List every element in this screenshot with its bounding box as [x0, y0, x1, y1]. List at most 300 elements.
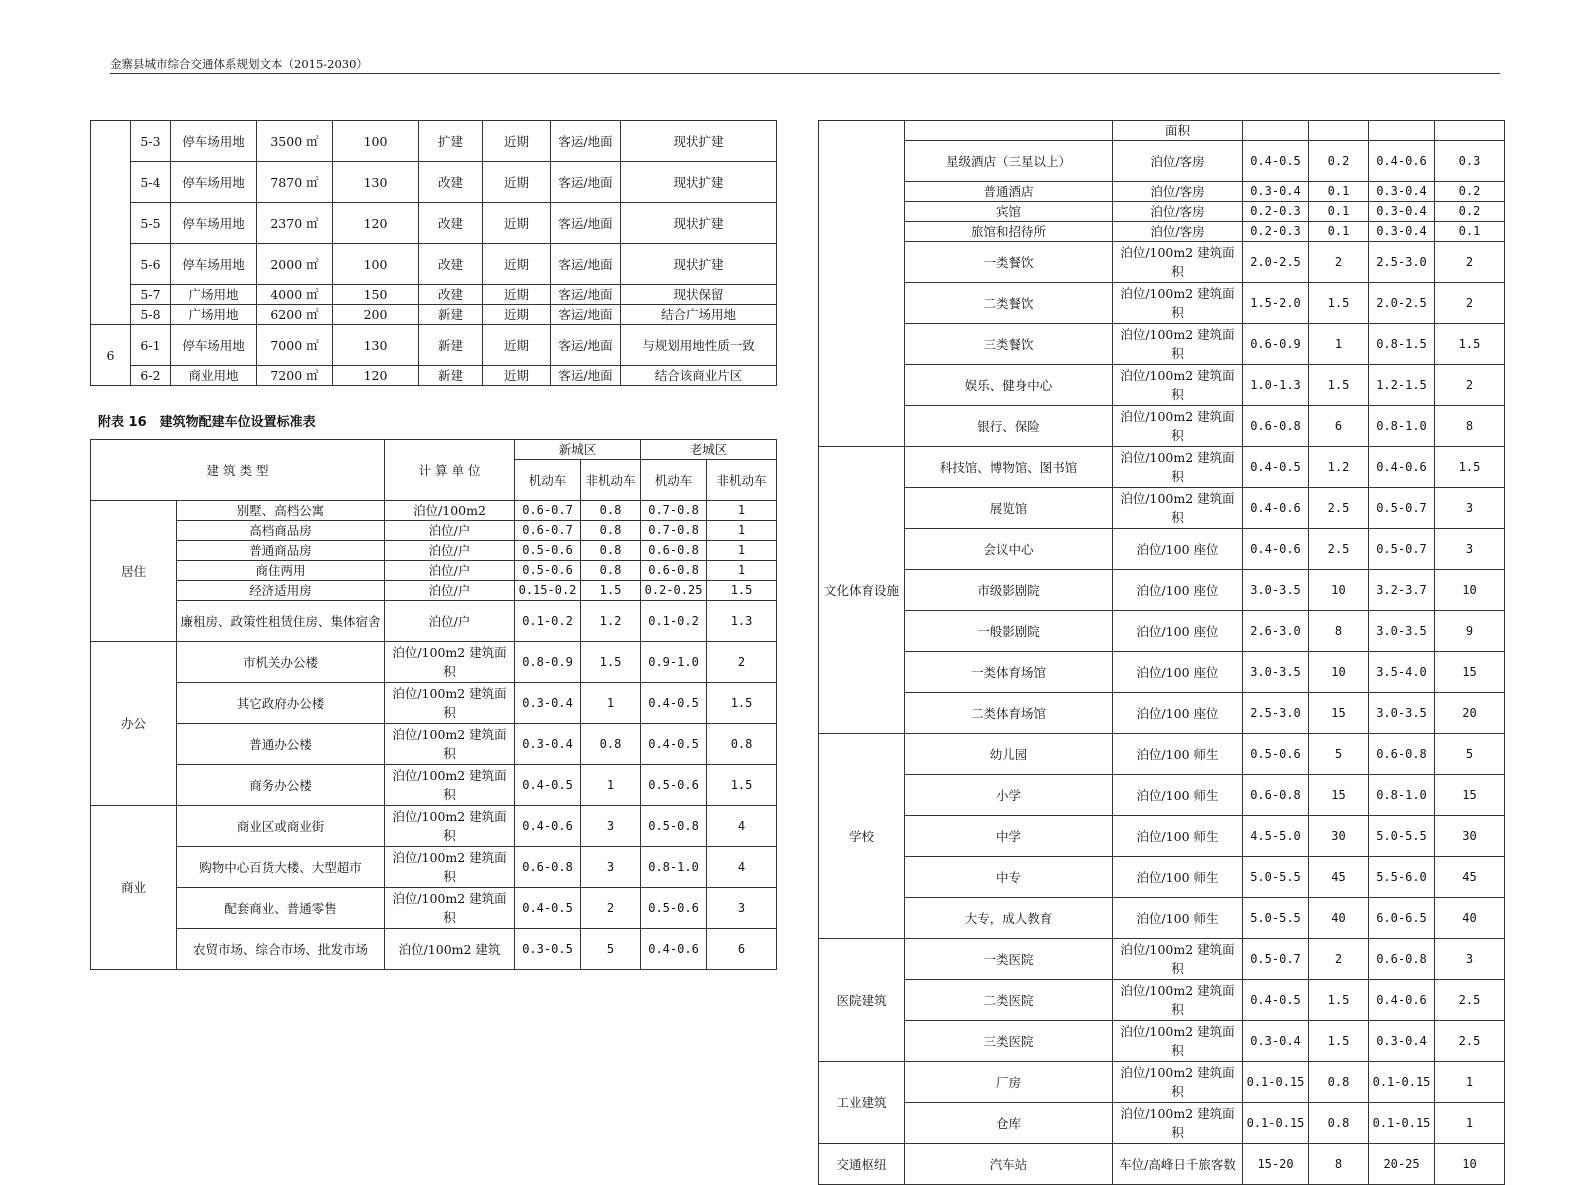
table-row — [91, 724, 777, 765]
old-nonmotor-value: 40 — [1435, 898, 1505, 939]
new-nonmotor-value: 0.1 — [1309, 202, 1369, 222]
site-id: 5-5 — [131, 203, 171, 244]
calc-unit: 泊位/100m2 建筑面积 — [1113, 1021, 1243, 1062]
table-caption: 附表 16 建筑物配建车位设置标准表 — [98, 415, 316, 430]
site-use: 客运/地面 — [551, 305, 621, 325]
new-motor-value: 0.15-0.2 — [515, 581, 581, 601]
old-nonmotor-value: 1.5 — [1435, 324, 1505, 365]
old-nonmotor-value: 20 — [1435, 693, 1505, 734]
parking-site-table — [90, 120, 777, 386]
table-row — [819, 857, 1505, 898]
table-row — [91, 121, 777, 162]
building-type: 娱乐、健身中心 — [905, 365, 1113, 406]
site-use: 客运/地面 — [551, 203, 621, 244]
site-note: 现状保留 — [621, 285, 777, 305]
site-type: 商业用地 — [171, 366, 257, 386]
table-row — [819, 693, 1505, 734]
table-row — [819, 816, 1505, 857]
site-capacity: 120 — [333, 203, 419, 244]
site-area: 2370 ㎡ — [257, 203, 333, 244]
new-motor-value: 0.4-0.5 — [1243, 980, 1309, 1021]
old-motor-value: 0.5-0.7 — [1369, 488, 1435, 529]
old-nonmotor-value: 0.3 — [1435, 141, 1505, 182]
old-nonmotor-value: 1.5 — [707, 765, 777, 806]
value-cell — [1243, 121, 1309, 141]
old-nonmotor-value: 1 — [707, 521, 777, 541]
new-nonmotor-value: 0.1 — [1309, 182, 1369, 202]
category-name: 学校 — [819, 734, 905, 939]
head-nonmotor-new: 非机动车 — [581, 460, 641, 501]
site-capacity: 100 — [333, 244, 419, 285]
old-nonmotor-value: 30 — [1435, 816, 1505, 857]
calc-unit: 泊位/100m2 建筑面积 — [385, 888, 515, 929]
old-motor-value: 0.5-0.6 — [641, 888, 707, 929]
building-type: 三类医院 — [905, 1021, 1113, 1062]
old-motor-value: 3.0-3.5 — [1369, 611, 1435, 652]
parking-standard-table — [90, 439, 777, 970]
old-nonmotor-value: 0.2 — [1435, 202, 1505, 222]
table-row — [91, 325, 777, 366]
building-type: 二类医院 — [905, 980, 1113, 1021]
old-motor-value: 0.5-0.8 — [641, 806, 707, 847]
building-type: 高档商品房 — [177, 521, 385, 541]
table-row — [819, 242, 1505, 283]
building-type: 汽车站 — [905, 1144, 1113, 1185]
build-phase: 近期 — [483, 244, 551, 285]
old-motor-value: 0.1-0.15 — [1369, 1103, 1435, 1144]
old-motor-value: 0.4-0.5 — [641, 683, 707, 724]
table-row — [819, 283, 1505, 324]
old-motor-value: 20-25 — [1369, 1144, 1435, 1185]
new-motor-value: 2.0-2.5 — [1243, 242, 1309, 283]
new-motor-value: 0.5-0.6 — [1243, 734, 1309, 775]
calc-unit: 泊位/100 座位 — [1113, 693, 1243, 734]
new-nonmotor-value: 0.8 — [1309, 1103, 1369, 1144]
building-type: 一类餐饮 — [905, 242, 1113, 283]
new-nonmotor-value: 0.8 — [581, 501, 641, 521]
calc-unit: 泊位/100m2 建筑面积 — [1113, 406, 1243, 447]
old-nonmotor-value: 0.2 — [1435, 182, 1505, 202]
old-nonmotor-value: 1.5 — [707, 683, 777, 724]
table-row — [819, 1062, 1505, 1103]
old-nonmotor-value: 2 — [707, 642, 777, 683]
table-row — [819, 182, 1505, 202]
category-name: 居住 — [91, 501, 177, 642]
old-motor-value: 5.5-6.0 — [1369, 857, 1435, 898]
site-id: 5-6 — [131, 244, 171, 285]
new-nonmotor-value: 10 — [1309, 570, 1369, 611]
category-name: 交通枢纽 — [819, 1144, 905, 1185]
value-cell — [1309, 121, 1369, 141]
new-motor-value: 0.4-0.5 — [1243, 447, 1309, 488]
category-name: 文化体育设施 — [819, 447, 905, 734]
site-use: 客运/地面 — [551, 325, 621, 366]
calc-unit: 泊位/100m2 建筑面积 — [1113, 488, 1243, 529]
table-row — [819, 1103, 1505, 1144]
old-motor-value: 0.8-1.0 — [1369, 406, 1435, 447]
calc-unit: 泊位/100 师生 — [1113, 857, 1243, 898]
site-type: 停车场用地 — [171, 121, 257, 162]
old-nonmotor-value: 3 — [1435, 488, 1505, 529]
build-phase: 近期 — [483, 162, 551, 203]
old-motor-value: 0.8-1.5 — [1369, 324, 1435, 365]
calc-unit: 面积 — [1113, 121, 1243, 141]
calc-unit: 泊位/100 师生 — [1113, 816, 1243, 857]
new-motor-value: 0.4-0.6 — [515, 806, 581, 847]
table-row — [91, 501, 777, 521]
new-motor-value: 3.0-3.5 — [1243, 652, 1309, 693]
new-motor-value: 15-20 — [1243, 1144, 1309, 1185]
old-nonmotor-value: 10 — [1435, 1144, 1505, 1185]
old-motor-value: 0.5-0.7 — [1369, 529, 1435, 570]
calc-unit: 泊位/100m2 建筑面积 — [1113, 283, 1243, 324]
table-row — [819, 939, 1505, 980]
table-row — [91, 888, 777, 929]
new-motor-value: 0.3-0.4 — [515, 724, 581, 765]
table-row — [819, 324, 1505, 365]
site-use: 客运/地面 — [551, 121, 621, 162]
table-row — [91, 541, 777, 561]
new-motor-value: 0.5-0.7 — [1243, 939, 1309, 980]
site-type: 广场用地 — [171, 305, 257, 325]
build-phase: 近期 — [483, 121, 551, 162]
new-motor-value: 0.6-0.8 — [515, 847, 581, 888]
new-nonmotor-value: 1.5 — [581, 581, 641, 601]
value-cell — [1435, 121, 1505, 141]
new-motor-value: 0.4-0.6 — [1243, 488, 1309, 529]
calc-unit: 泊位/100m2 建筑面积 — [1113, 447, 1243, 488]
old-motor-value: 0.6-0.8 — [1369, 939, 1435, 980]
calc-unit: 泊位/户 — [385, 521, 515, 541]
site-use: 客运/地面 — [551, 162, 621, 203]
new-nonmotor-value: 1.5 — [1309, 1021, 1369, 1062]
table-row — [91, 203, 777, 244]
table-row — [91, 601, 777, 642]
old-nonmotor-value: 1 — [1435, 1062, 1505, 1103]
calc-unit: 泊位/户 — [385, 561, 515, 581]
old-motor-value: 0.9-1.0 — [641, 642, 707, 683]
build-phase: 近期 — [483, 285, 551, 305]
calc-unit: 泊位/100m2 建筑 — [385, 929, 515, 970]
site-capacity: 150 — [333, 285, 419, 305]
new-motor-value: 0.8-0.9 — [515, 642, 581, 683]
old-nonmotor-value: 1.3 — [707, 601, 777, 642]
building-type: 大专，成人教育 — [905, 898, 1113, 939]
calc-unit: 泊位/100m2 建筑面积 — [385, 847, 515, 888]
building-type: 经济适用房 — [177, 581, 385, 601]
building-type: 二类体育场馆 — [905, 693, 1113, 734]
calc-unit: 泊位/100 师生 — [1113, 734, 1243, 775]
old-motor-value: 0.6-0.8 — [641, 561, 707, 581]
building-type: 宾馆 — [905, 202, 1113, 222]
building-type: 廉租房、政策性租赁住房、集体宿舍 — [177, 601, 385, 642]
old-motor-value: 5.0-5.5 — [1369, 816, 1435, 857]
site-note: 现状扩建 — [621, 203, 777, 244]
new-nonmotor-value: 1 — [581, 765, 641, 806]
site-capacity: 130 — [333, 325, 419, 366]
site-capacity: 130 — [333, 162, 419, 203]
old-nonmotor-value: 8 — [1435, 406, 1505, 447]
new-motor-value: 0.4-0.5 — [1243, 141, 1309, 182]
site-area: 4000 ㎡ — [257, 285, 333, 305]
site-id: 5-7 — [131, 285, 171, 305]
table-row — [91, 366, 777, 386]
calc-unit: 泊位/客房 — [1113, 182, 1243, 202]
head-type: 建 筑 类 型 — [91, 440, 385, 501]
new-nonmotor-value: 5 — [581, 929, 641, 970]
calc-unit: 泊位/客房 — [1113, 141, 1243, 182]
build-mode: 新建 — [419, 325, 483, 366]
new-motor-value: 0.6-0.7 — [515, 501, 581, 521]
new-motor-value: 0.6-0.8 — [1243, 775, 1309, 816]
building-type: 中学 — [905, 816, 1113, 857]
build-mode: 改建 — [419, 203, 483, 244]
new-motor-value: 0.3-0.4 — [1243, 1021, 1309, 1062]
table-row — [819, 202, 1505, 222]
calc-unit: 泊位/100m2 建筑面积 — [1113, 939, 1243, 980]
table-row — [819, 488, 1505, 529]
new-motor-value: 0.6-0.9 — [1243, 324, 1309, 365]
old-motor-value: 0.8-1.0 — [641, 847, 707, 888]
calc-unit: 泊位/100m2 建筑面积 — [385, 765, 515, 806]
site-id: 5-4 — [131, 162, 171, 203]
table-row — [819, 121, 1505, 141]
category-name: 商业 — [91, 806, 177, 970]
header-rule — [110, 73, 1500, 74]
calc-unit: 车位/高峰日千旅客数 — [1113, 1144, 1243, 1185]
new-nonmotor-value: 2.5 — [1309, 529, 1369, 570]
calc-unit: 泊位/户 — [385, 581, 515, 601]
head-new-area: 新城区 — [515, 440, 641, 460]
build-mode: 改建 — [419, 162, 483, 203]
site-type: 广场用地 — [171, 285, 257, 305]
new-nonmotor-value: 6 — [1309, 406, 1369, 447]
old-motor-value: 0.4-0.6 — [1369, 141, 1435, 182]
old-motor-value: 0.4-0.6 — [1369, 980, 1435, 1021]
site-use: 客运/地面 — [551, 285, 621, 305]
building-type: 幼儿园 — [905, 734, 1113, 775]
calc-unit: 泊位/100m2 建筑面积 — [1113, 324, 1243, 365]
new-nonmotor-value: 0.8 — [581, 724, 641, 765]
building-type: 中专 — [905, 857, 1113, 898]
building-type: 别墅、高档公寓 — [177, 501, 385, 521]
site-id: 6-2 — [131, 366, 171, 386]
old-motor-value: 1.2-1.5 — [1369, 365, 1435, 406]
old-nonmotor-value: 45 — [1435, 857, 1505, 898]
building-type: 科技馆、博物馆、图书馆 — [905, 447, 1113, 488]
building-type — [905, 121, 1113, 141]
new-nonmotor-value: 3 — [581, 847, 641, 888]
group-number — [91, 121, 131, 325]
site-note: 结合广场用地 — [621, 305, 777, 325]
category-name — [819, 121, 905, 447]
table-row — [819, 980, 1505, 1021]
site-area: 7000 ㎡ — [257, 325, 333, 366]
old-nonmotor-value: 2.5 — [1435, 980, 1505, 1021]
building-type: 小学 — [905, 775, 1113, 816]
calc-unit: 泊位/100m2 建筑面积 — [1113, 365, 1243, 406]
calc-unit: 泊位/100m2 建筑面积 — [385, 806, 515, 847]
new-motor-value: 0.1-0.2 — [515, 601, 581, 642]
old-nonmotor-value: 9 — [1435, 611, 1505, 652]
calc-unit: 泊位/客房 — [1113, 222, 1243, 242]
table-row — [819, 141, 1505, 182]
calc-unit: 泊位/100 师生 — [1113, 775, 1243, 816]
building-type: 星级酒店（三星以上） — [905, 141, 1113, 182]
site-type: 停车场用地 — [171, 203, 257, 244]
site-capacity: 120 — [333, 366, 419, 386]
new-nonmotor-value: 3 — [581, 806, 641, 847]
old-motor-value: 3.5-4.0 — [1369, 652, 1435, 693]
build-mode: 改建 — [419, 285, 483, 305]
old-nonmotor-value: 3 — [1435, 529, 1505, 570]
new-nonmotor-value: 40 — [1309, 898, 1369, 939]
new-nonmotor-value: 0.8 — [581, 561, 641, 581]
parking-standard-table-continued — [818, 120, 1505, 1185]
table-row — [91, 929, 777, 970]
site-area: 6200 ㎡ — [257, 305, 333, 325]
old-motor-value: 0.4-0.6 — [641, 929, 707, 970]
new-motor-value: 2.5-3.0 — [1243, 693, 1309, 734]
old-nonmotor-value: 1 — [707, 561, 777, 581]
building-type: 商务办公楼 — [177, 765, 385, 806]
building-type: 仓库 — [905, 1103, 1113, 1144]
new-motor-value: 0.4-0.5 — [515, 765, 581, 806]
old-nonmotor-value: 15 — [1435, 775, 1505, 816]
build-phase: 近期 — [483, 203, 551, 244]
site-type: 停车场用地 — [171, 325, 257, 366]
old-motor-value: 0.2-0.25 — [641, 581, 707, 601]
building-type: 商业区或商业街 — [177, 806, 385, 847]
table-row — [91, 806, 777, 847]
new-motor-value: 4.5-5.0 — [1243, 816, 1309, 857]
building-type: 农贸市场、综合市场、批发市场 — [177, 929, 385, 970]
old-nonmotor-value: 10 — [1435, 570, 1505, 611]
new-motor-value: 0.2-0.3 — [1243, 222, 1309, 242]
site-area: 7870 ㎡ — [257, 162, 333, 203]
new-nonmotor-value: 0.8 — [1309, 1062, 1369, 1103]
new-nonmotor-value: 2 — [581, 888, 641, 929]
site-area: 3500 ㎡ — [257, 121, 333, 162]
calc-unit: 泊位/100 座位 — [1113, 529, 1243, 570]
new-nonmotor-value: 1 — [1309, 324, 1369, 365]
building-type: 一般影剧院 — [905, 611, 1113, 652]
site-note: 现状扩建 — [621, 121, 777, 162]
table-row — [819, 447, 1505, 488]
old-nonmotor-value: 6 — [707, 929, 777, 970]
table-row — [819, 1021, 1505, 1062]
new-motor-value: 0.6-0.7 — [515, 521, 581, 541]
calc-unit: 泊位/客房 — [1113, 202, 1243, 222]
old-motor-value: 0.7-0.8 — [641, 501, 707, 521]
new-motor-value: 0.6-0.8 — [1243, 406, 1309, 447]
table-row — [91, 847, 777, 888]
old-nonmotor-value: 3 — [1435, 939, 1505, 980]
building-type: 一类医院 — [905, 939, 1113, 980]
calc-unit: 泊位/100m2 建筑面积 — [1113, 980, 1243, 1021]
table-row — [91, 561, 777, 581]
site-id: 5-3 — [131, 121, 171, 162]
new-motor-value: 3.0-3.5 — [1243, 570, 1309, 611]
new-nonmotor-value: 10 — [1309, 652, 1369, 693]
calc-unit: 泊位/100m2 建筑面积 — [1113, 1103, 1243, 1144]
table-row — [91, 162, 777, 203]
old-motor-value: 0.6-0.8 — [1369, 734, 1435, 775]
table-row — [91, 521, 777, 541]
new-nonmotor-value: 15 — [1309, 775, 1369, 816]
building-type: 配套商业、普通零售 — [177, 888, 385, 929]
new-motor-value: 5.0-5.5 — [1243, 898, 1309, 939]
site-type: 停车场用地 — [171, 162, 257, 203]
table-row — [91, 765, 777, 806]
old-motor-value: 0.5-0.6 — [641, 765, 707, 806]
head-motor-old: 机动车 — [641, 460, 707, 501]
table-row — [819, 775, 1505, 816]
building-type: 会议中心 — [905, 529, 1113, 570]
head-old-area: 老城区 — [641, 440, 777, 460]
old-nonmotor-value: 2 — [1435, 365, 1505, 406]
calc-unit: 泊位/户 — [385, 541, 515, 561]
new-nonmotor-value: 30 — [1309, 816, 1369, 857]
head-unit: 计 算 单 位 — [385, 440, 515, 501]
table-row — [91, 305, 777, 325]
site-area: 7200 ㎡ — [257, 366, 333, 386]
table-row — [819, 898, 1505, 939]
site-note: 现状扩建 — [621, 162, 777, 203]
new-nonmotor-value: 1 — [581, 683, 641, 724]
new-nonmotor-value: 15 — [1309, 693, 1369, 734]
new-motor-value: 1.5-2.0 — [1243, 283, 1309, 324]
site-type: 停车场用地 — [171, 244, 257, 285]
new-nonmotor-value: 0.8 — [581, 521, 641, 541]
site-capacity: 100 — [333, 121, 419, 162]
table-row — [819, 570, 1505, 611]
value-cell — [1369, 121, 1435, 141]
group-number: 6 — [91, 325, 131, 386]
old-nonmotor-value: 2 — [1435, 242, 1505, 283]
new-nonmotor-value: 1.5 — [1309, 980, 1369, 1021]
table-row — [819, 1144, 1505, 1185]
building-type: 商住两用 — [177, 561, 385, 581]
head-nonmotor-old: 非机动车 — [707, 460, 777, 501]
new-nonmotor-value: 8 — [1309, 1144, 1369, 1185]
new-nonmotor-value: 2.5 — [1309, 488, 1369, 529]
site-note: 结合该商业片区 — [621, 366, 777, 386]
new-nonmotor-value: 5 — [1309, 734, 1369, 775]
building-type: 购物中心百货大楼、大型超市 — [177, 847, 385, 888]
old-motor-value: 2.0-2.5 — [1369, 283, 1435, 324]
table-row — [91, 642, 777, 683]
old-nonmotor-value: 1 — [707, 501, 777, 521]
calc-unit: 泊位/100 师生 — [1113, 898, 1243, 939]
new-motor-value: 0.4-0.6 — [1243, 529, 1309, 570]
building-type: 三类餐饮 — [905, 324, 1113, 365]
build-mode: 改建 — [419, 244, 483, 285]
new-motor-value: 5.0-5.5 — [1243, 857, 1309, 898]
old-motor-value: 3.0-3.5 — [1369, 693, 1435, 734]
new-motor-value: 0.3-0.5 — [515, 929, 581, 970]
calc-unit: 泊位/100m2 建筑面积 — [385, 724, 515, 765]
old-nonmotor-value: 5 — [1435, 734, 1505, 775]
new-motor-value: 0.1-0.15 — [1243, 1103, 1309, 1144]
build-mode: 扩建 — [419, 121, 483, 162]
new-nonmotor-value: 1.5 — [1309, 283, 1369, 324]
new-nonmotor-value: 0.8 — [581, 541, 641, 561]
table-row — [819, 529, 1505, 570]
old-motor-value: 0.1-0.15 — [1369, 1062, 1435, 1103]
old-nonmotor-value: 4 — [707, 806, 777, 847]
old-nonmotor-value: 1 — [1435, 1103, 1505, 1144]
